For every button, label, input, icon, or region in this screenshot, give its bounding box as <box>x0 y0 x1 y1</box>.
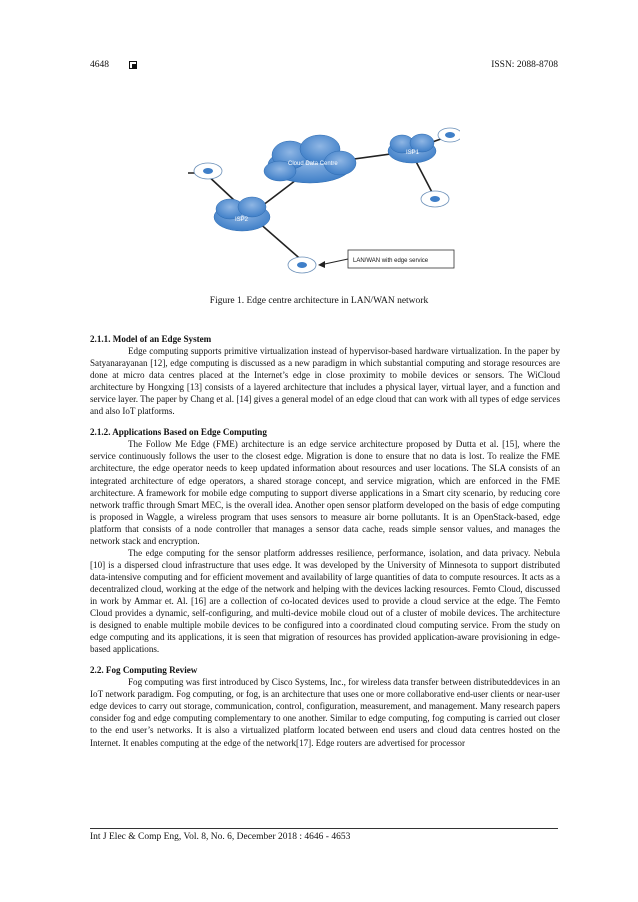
cloud-data-centre-label: Cloud Data Centre <box>288 161 338 167</box>
footer-citation: Int J Elec & Comp Eng, Vol. 8, No. 6, December 2018 : 4646 - 4653 <box>90 832 351 842</box>
isp2-label: ISP2 <box>235 217 249 223</box>
lan-wan-label: LAN/WAN with edge service <box>353 258 429 264</box>
footer-rule <box>90 828 558 829</box>
isp1-label: ISP1 <box>406 150 420 156</box>
isp1-cloud-icon <box>388 134 436 163</box>
page-number: 4648 <box>90 60 109 70</box>
section-heading: 2.1.1. Model of an Edge System <box>90 334 212 344</box>
paragraph: The edge computing for the sensor platform addresses resilience, performance, isolation, and data privacy. Nebula [10] is a dispersed cloud infrastructure that uses edge. It was developed by the University of Minnesota to support distributed data-intensive computing and for efficient movement and availability of large quantities of data to compute resources. It acts as a decentralized cloud, working at the edge of the network and helping with the devices lacking resources. Femto Cloud, discussed in work by Ammar et. Al. [16] are a collection of co-located devices used to provide a cloud service at the edge. The Femto Cloud provides a dynamic, self-configuring, and multi-device mobile cloud out of a cluster of mobile devices. The architecture is designed to enable multiple mobile devices to be configured into a coordinated cloud computing service. From the study on edge computing and its applications, it is seen that migration of resources has provided application-aware provisioning in edge-based applications. <box>90 547 560 655</box>
section-heading: 2.1.2. Applications Based on Edge Computing <box>90 427 267 438</box>
issn: ISSN: 2088-8708 <box>491 60 558 70</box>
paragraph: Fog computing was first introduced by Cisco Systems, Inc., for wireless data transfer between distributeddevices in an IoT network paradigm. Fog computing, or fog, is an architecture that uses one or more collaborative end-user clients or near-user edge devices to carry out storage, communication, control, configuration, measurement, and management. Many research papers consider fog and edge computing complementary to one another. Similar to edge computing, fog computing is carried out closer to the end user’s networks. It is also a virtualized platform located between end users and cloud data centres hosted on the Internet. It enables computing at the edge of the network[17]. Edge routers are advertised for processor <box>90 677 560 748</box>
isp2-cloud-icon <box>214 197 270 231</box>
figure-1 <box>180 125 460 285</box>
cloud-data-centre-icon <box>264 135 356 183</box>
arrow-icon <box>318 261 325 268</box>
paragraph: Edge computing supports primitive virtualization instead of hypervisor-based hardware virtualization. In the paper by Satyanarayanan [12], edge computing is discussed as a new paradigm in which substantial computing and storage resources are done at micro data centres placed at the Internet’s edge in close proximity to mobile devices or sensors. The WiCloud architecture by Hongxing [13] consists of a layered architecture that includes a physical layer, virtual layer, and a function and service layer. The paper by Chang et al. [14] gives a general model of an edge cloud that can work with all types of edge services and also IoT platforms. <box>90 346 560 417</box>
paragraph: The Follow Me Edge (FME) architecture is an edge service architecture proposed by Dutta et al. [15], where the service continuously follows the user to the closest edge. Migration is done to ensure that no data is lost. To realize the FME architecture, the edge operator needs to keep updated information about resources and user locations. The SLA consists of an integrated architecture of edge operators, a shared storage concept, and service migration, which are enforced in the FME architecture. A framework for mobile edge computing to support diverse applications in a Smart city scenario, by reducing core network traffic through Smart MEC, is the overall idea. Another open sensor platform developed on the basis of edge computing is proposed in Waggle, a wireless program that uses sensors to measure air borne pollutants. It is an OpenStack-based, edge platform that consists of a node controller that manages a sensor data cache, reads simple sensor values, and manages the network stack and encryption. <box>90 439 560 546</box>
figure-caption: Figure 1. Edge centre architecture in LAN/WAN network <box>209 296 429 306</box>
network-diagram <box>180 125 460 285</box>
header-square-icon <box>129 61 137 69</box>
body-text <box>90 333 560 749</box>
page-header <box>90 60 558 74</box>
section-heading: 2.2. Fog Computing Review <box>90 665 198 676</box>
